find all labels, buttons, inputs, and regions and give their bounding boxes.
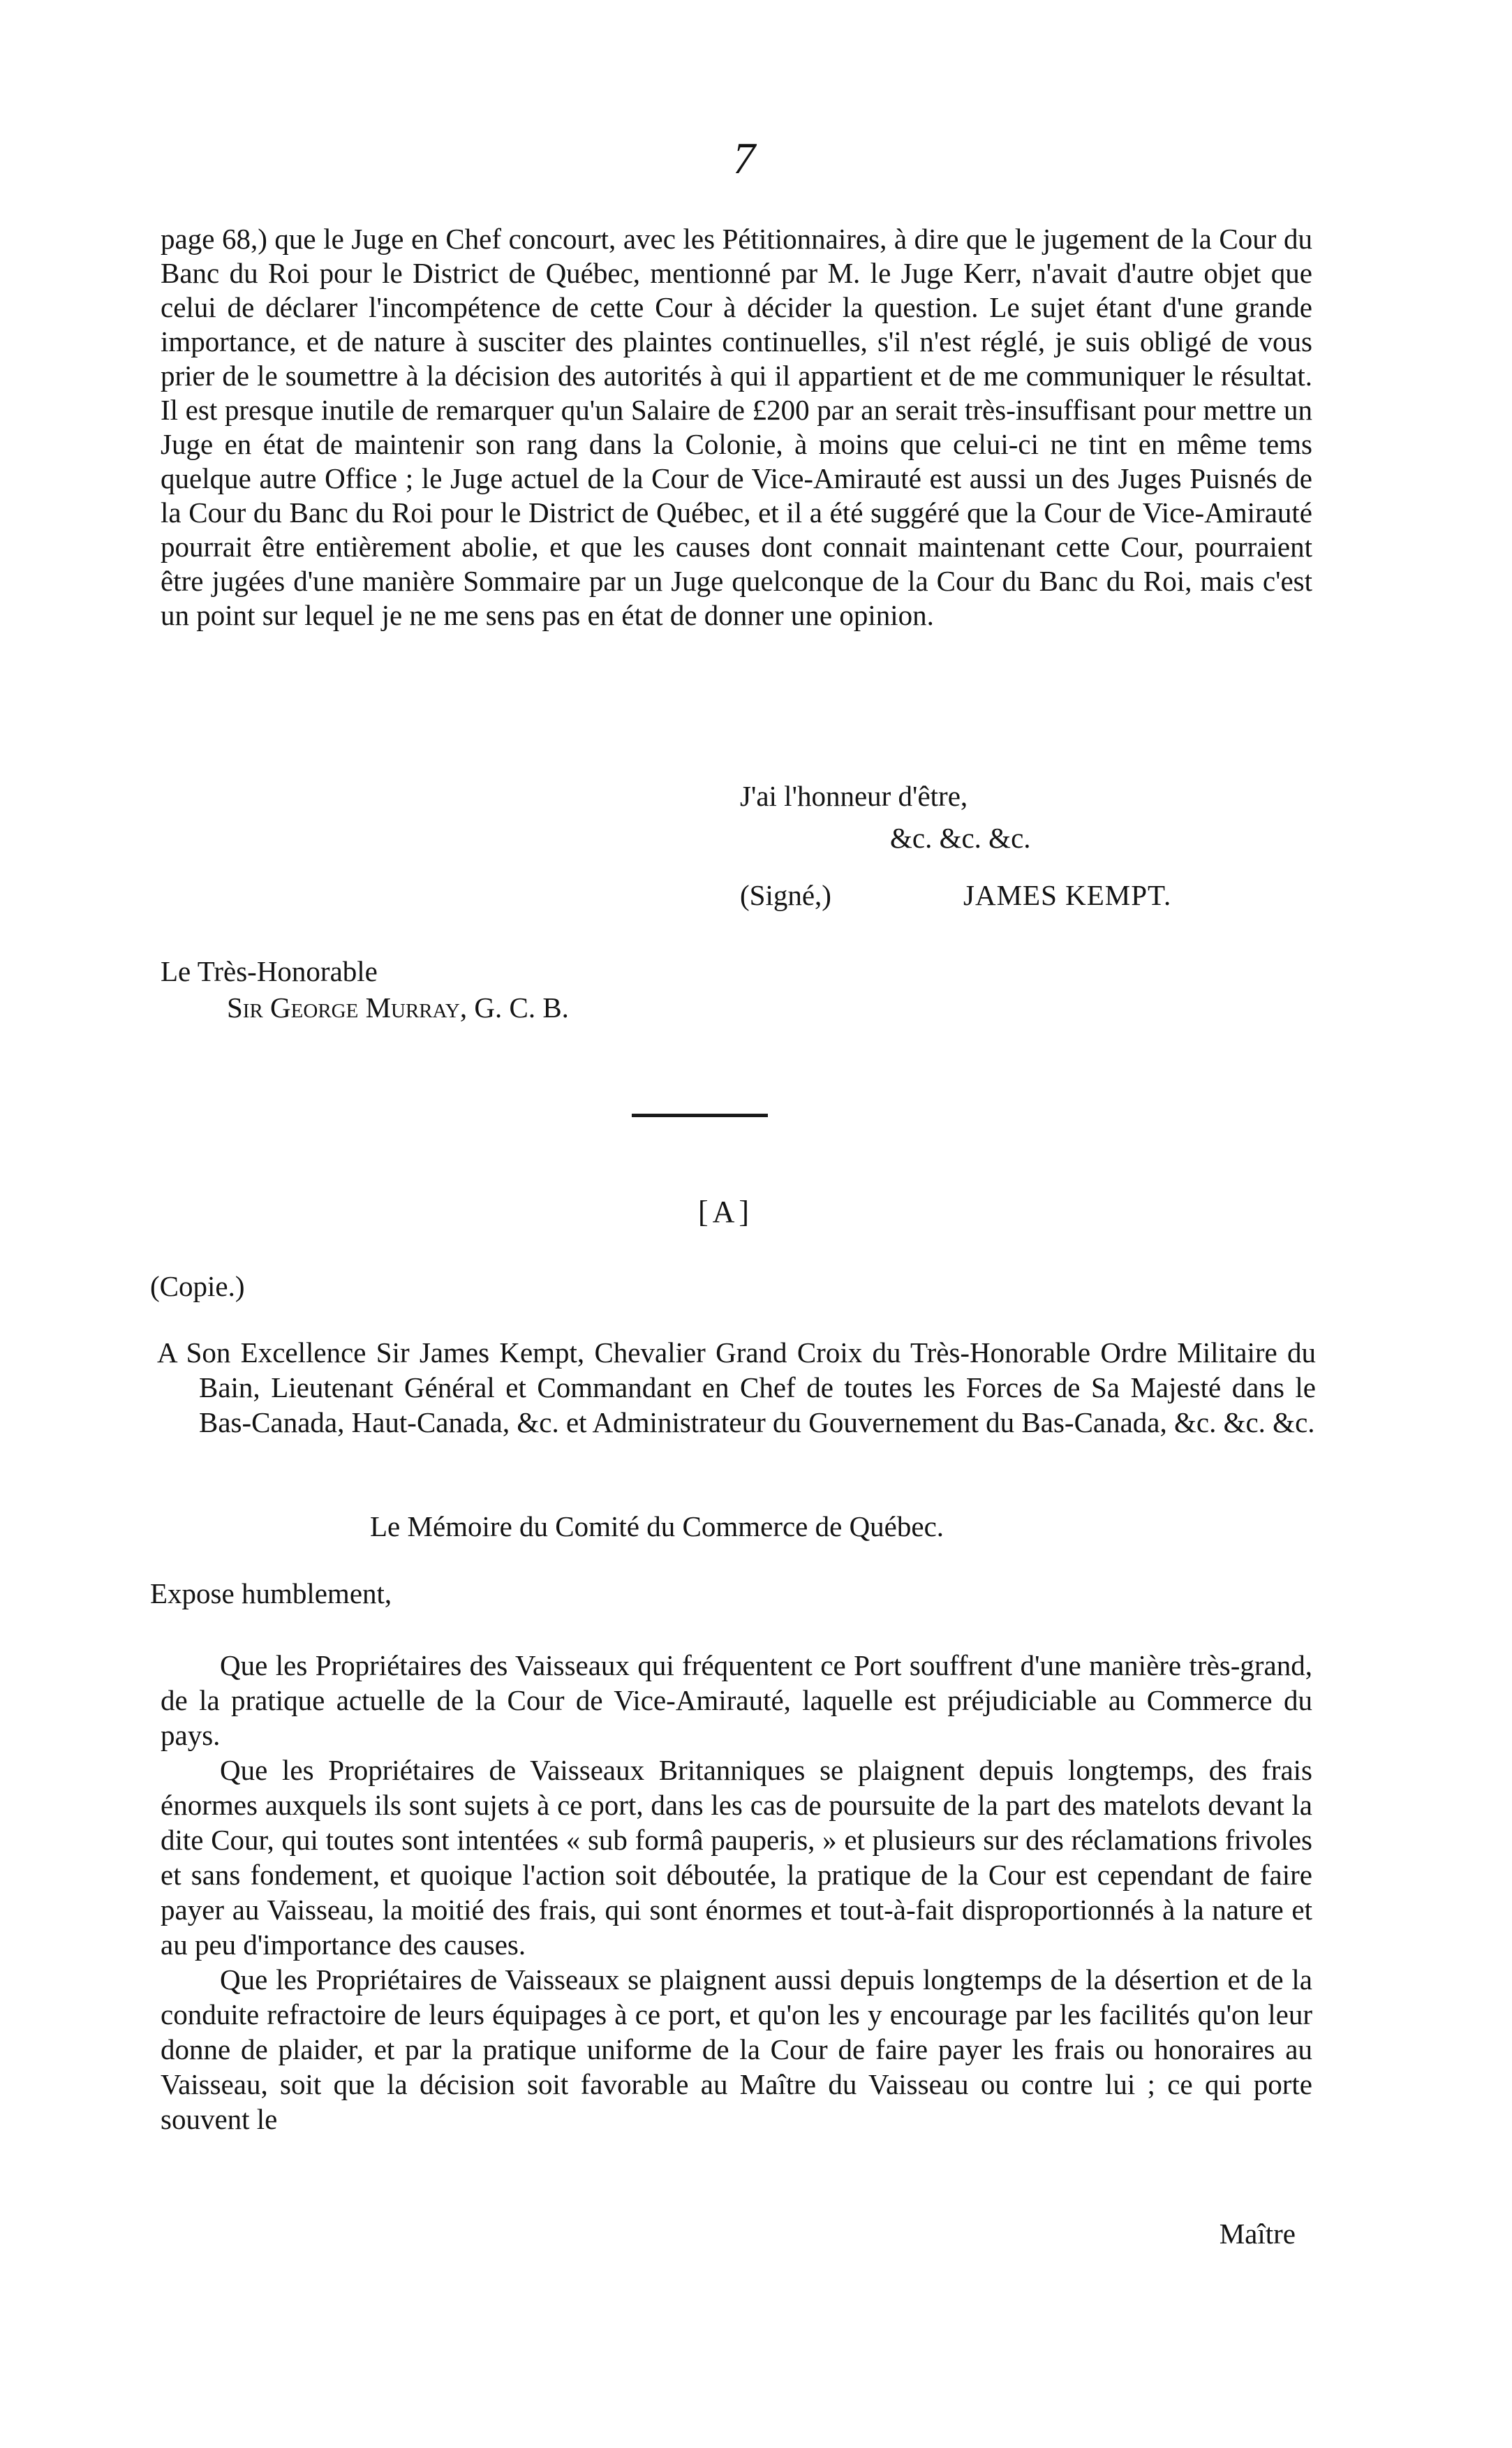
addressee-name: Sir George Murray, G. C. B.	[227, 991, 569, 1024]
letter-addressee	[161, 953, 569, 1026]
expose-line: Expose humblement,	[150, 1577, 392, 1609]
section-divider	[632, 1114, 768, 1117]
letter-paragraph-text: page 68,) que le Juge en Chef concourt, avec les Pétitionnaires, à dire que le jugement de la Cour du Banc du Roi pour le District de Québec, mentionné par M. le Juge Kerr, n'avait d'autre objet que celui de déclarer l'incompétence de cette Cour à décider la question. Le sujet étant d'une grande importance, et de nature à susciter des plaintes continuelles, s'il n'est réglé, je suis obligé de vous prier de le soumettre à la décision des autorités à qui il appartient et de me communiquer le résultat. Il est presque inutile de remarquer qu'un Salaire de £200 par an serait très-insuffisant pour mettre un Juge en état de maintenir son rang dans la Colonie, à moins que celui-ci ne tint en même tems quelque autre Office ; le Juge actuel de la Cour de Vice-Amirauté est aussi un des Juges Puisnés de la Cour du Banc du Roi pour le District de Québec, et il a été suggéré que la Cour de Vice-Amirauté pourrait être entièrement abolie, et que les causes dont connait maintenant cette Cour, pourraient être jugées d'une manière Sommaire par un Juge quelconque de la Cour du Banc du Roi, mais c'est un point sur lequel je ne me sens pas en état de donner une opinion.	[161, 223, 1312, 631]
memoir-body	[161, 1648, 1312, 2137]
copy-note: (Copie.)	[150, 1270, 245, 1302]
letter-paragraph	[161, 222, 1312, 633]
appendix-mark: [A]	[698, 1195, 754, 1229]
signature-name: JAMES KEMPT.	[963, 879, 1172, 911]
memoir-title: Le Mémoire du Comité du Commerce de Québec.	[370, 1510, 944, 1542]
letter-closing	[740, 775, 1031, 859]
address-to-excellency: A Son Excellence Sir James Kempt, Chevalier Grand Croix du Très-Honorable Ordre Militaire du Bain, Lieutenant Général et Commandant en Chef de toutes les Forces de Sa Majesté dans le Bas-Canada, Haut-Canada, &c. et Administrateur du Gouvernement du Bas-Canada, &c. &c. &c.	[157, 1336, 1316, 1438]
page-number: 7	[733, 133, 755, 183]
memoir-paragraph: Que les Propriétaires de Vaisseaux se plaignent aussi depuis longtemps de la désertion et de la conduite refractoire de leurs équipages à ce port, et qu'on les y encourage par les facilités qu'on leur donne de plaider, et par la pratique uniforme de la Cour de faire payer les frais ou honoraires au Vaisseau, soit que la décision soit favorable au Maître du Vaisseau ou contre lui ; ce qui porte souvent le	[161, 1963, 1312, 2135]
closing-line-etc: &c. &c. &c.	[890, 822, 1031, 854]
signed-label: (Signé,)	[740, 879, 831, 911]
memoir-paragraph: Que les Propriétaires des Vaisseaux qui fréquentent ce Port souffrent d'une manière très-grand, de la pratique actuelle de la Cour de Vice-Amirauté, laquelle est préjudiciable au Commerce du pays.	[161, 1649, 1312, 1751]
catchword: Maître	[1219, 2218, 1296, 2250]
addressee-title: Le Très-Honorable	[161, 955, 378, 987]
memoir-paragraph: Que les Propriétaires de Vaisseaux Britanniques se plaignent depuis longtemps, des frais énormes auxquels ils sont sujets à ce port, dans les cas de poursuite de la part des matelots devant la dite Cour, qui toutes sont intentées « sub formâ pauperis, » et plusieurs sur des réclamations frivoles et sans fondement, et quoique l'action soit déboutée, la pratique de la Cour est cependant de faire payer au Vaisseau, la moitié des frais, qui sont énormes et tout-à-fait disproportionnés à la nature et au peu d'importance des causes.	[161, 1754, 1312, 1961]
closing-line-honneur: J'ai l'honneur d'être,	[740, 780, 968, 812]
